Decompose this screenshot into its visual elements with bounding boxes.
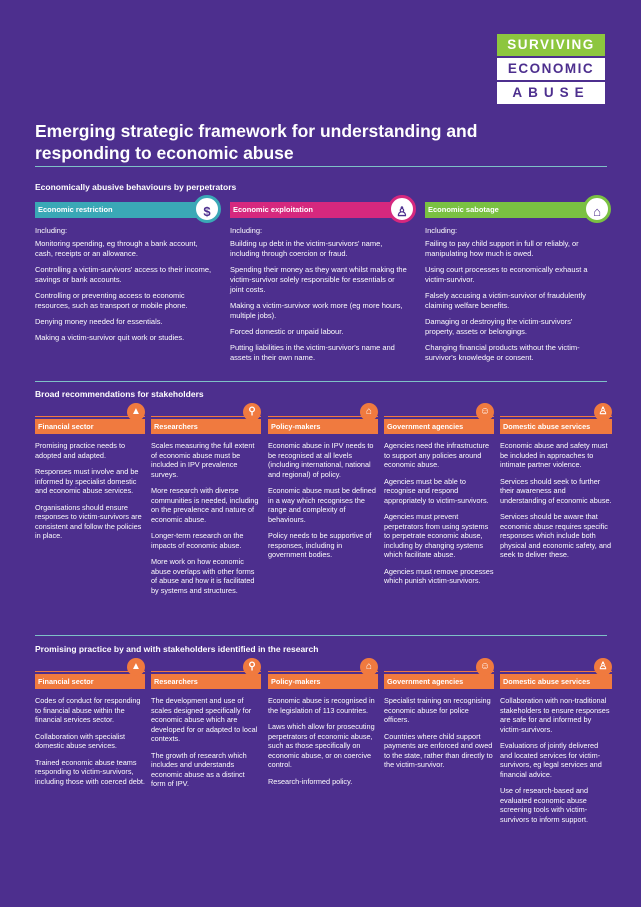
stakeholder-bar <box>268 661 378 689</box>
people-icon: ☺ <box>476 658 494 676</box>
stakeholder-bar <box>35 661 145 689</box>
stakeholder-bar <box>500 406 612 434</box>
chart-icon: ▲ <box>127 403 145 421</box>
list-item: Spending their money as they want whilst making the victim-survivor solely responsible for essentials or joint costs. <box>230 265 407 294</box>
list-item: Changing financial products without the victim-survivor's knowledge or consent. <box>425 343 580 362</box>
list-item: Economic abuse and safety must be included in approaches to intimate partner violence. <box>500 441 608 469</box>
list-item: More research with diverse communities is needed, including on the prevalence and nature of economic abuse. <box>151 486 259 524</box>
stakeholder-label: Financial sector <box>38 677 94 686</box>
logo-line-1: SURVIVING <box>497 34 605 56</box>
behaviour-bar <box>35 202 213 218</box>
section-heading-behaviours: Economically abusive behaviours by perpetrators <box>35 182 237 192</box>
stakeholder-bar <box>384 661 494 689</box>
behaviour-intro: Including: <box>35 226 68 235</box>
stakeholder-label: Domestic abuse services <box>503 422 591 431</box>
behaviour-intro: Including: <box>230 226 263 235</box>
list-item: Collaboration with specialist domestic abuse services. <box>35 731 126 750</box>
magnifier-icon: ⚲ <box>243 403 261 421</box>
page-title: Emerging strategic framework for understanding and responding to economic abuse <box>35 121 478 163</box>
stakeholder-label: Researchers <box>154 677 198 686</box>
recommendation-column-government <box>384 406 494 586</box>
stakeholder-label: Policy-makers <box>271 422 321 431</box>
list-item: The growth of research which includes and understands economic abuse as a distinct form of IPV. <box>151 750 247 788</box>
list-item: Laws which allow for prosecuting perpetrators of economic abuse, such as those specifically on economic abuse, or on coercive control. <box>268 722 375 769</box>
wallet-icon: $ <box>193 195 221 223</box>
list-item: The development and use of scales designed specifically for economic abuse which are developed for or adapted to local contexts. <box>151 696 258 743</box>
list-item: Economic abuse in IPV needs to be recognised at all levels (including international, national and regional) of policy. <box>268 441 374 479</box>
people-icon: ☺ <box>476 403 494 421</box>
behaviour-intro: Including: <box>425 226 458 235</box>
list-item: Promising practice needs to adopted and adapted. <box>35 441 126 460</box>
stakeholder-bar <box>268 406 378 434</box>
list-item: Responses must involve and be informed by specialist domestic and economic abuse services. <box>35 467 139 495</box>
chart-icon: ▲ <box>127 658 145 676</box>
list-item: Denying money needed for essentials. <box>35 317 163 326</box>
logo <box>497 34 605 106</box>
stakeholder-label: Policy-makers <box>271 677 321 686</box>
list-item: Forced domestic or unpaid labour. <box>230 327 344 336</box>
person-icon: ♙ <box>594 403 612 421</box>
list-item: Agencies must be able to recognise and respond appropriately to victim-survivors. <box>384 476 489 505</box>
list-item: Longer-term research on the impacts of economic abuse. <box>151 531 244 550</box>
logo-line-3: ABUSE <box>497 82 605 104</box>
list-item: Monitoring spending, eg through a bank account, cash, receipts or an allowance. <box>35 239 198 258</box>
behaviour-bar <box>425 202 603 218</box>
stakeholder-label: Domestic abuse services <box>503 677 591 686</box>
section-heading-practice: Promising practice by and with stakeholders identified in the research <box>35 644 319 654</box>
list-item: Agencies must prevent perpetrators from using systems to perpetrate economic abuse, including by changing systems which facilitate abuse. <box>384 512 489 559</box>
stakeholder-bar <box>384 406 494 434</box>
list-item: Organisations should ensure responses to victim-survivors are consistent and follow the policies in place. <box>35 502 142 540</box>
stakeholder-label: Researchers <box>154 422 198 431</box>
building-icon: ⌂ <box>360 403 378 421</box>
list-item: More work on how economic abuse overlaps with other forms of abuse and how it is facilitated by systems and structures. <box>151 557 255 595</box>
practice-column-government <box>384 661 494 770</box>
behaviour-bar <box>230 202 408 218</box>
list-item: Damaging or destroying the victim-survivors' property, assets or belongings. <box>425 317 573 336</box>
recommendation-column-financial <box>35 406 145 541</box>
stakeholder-bar <box>151 661 261 689</box>
worker-icon: ♙ <box>388 195 416 223</box>
stakeholder-bar <box>35 406 145 434</box>
list-item: Economic abuse must be defined in a way which recognises the range and complexity of behaviours. <box>268 486 376 524</box>
list-item: Controlling a victim-survivors' access to their income, savings or bank accounts. <box>35 265 212 284</box>
list-item: Services should seek to further their awareness and understanding of economic abuse. <box>500 476 612 505</box>
list-item: Failing to pay child support in full or reliably, or manipulating how much is owed. <box>425 239 579 258</box>
list-item: Agencies must remove processes which punish victim-survivors. <box>384 566 494 585</box>
stakeholder-bar <box>151 406 261 434</box>
list-item: Specialist training on recognising economic abuse for police officers. <box>384 696 491 724</box>
practice-column-policy <box>268 661 378 786</box>
magnifier-icon: ⚲ <box>243 658 261 676</box>
behaviour-label: Economic restriction <box>38 205 113 214</box>
behaviour-label: Economic sabotage <box>428 205 499 214</box>
broken-house-icon: ⌂ <box>583 195 611 223</box>
stakeholder-label: Government agencies <box>387 677 464 686</box>
list-item: Scales measuring the full extent of economic abuse must be included in IPV prevalence surveys. <box>151 441 255 479</box>
divider <box>35 635 607 636</box>
practice-column-domestic <box>500 661 612 824</box>
list-item: Policy needs to be supportive of responses, including in government bodies. <box>268 531 372 559</box>
behaviour-column-exploitation <box>230 202 408 369</box>
section-heading-recommendations: Broad recommendations for stakeholders <box>35 389 204 399</box>
logo-line-2: ECONOMIC <box>497 58 605 80</box>
list-item: Making a victim-survivor quit work or studies. <box>35 333 185 342</box>
list-item: Evaluations of jointly delivered and located services for victim-survivors, eg legal services and financial advice. <box>500 741 602 779</box>
list-item: Falsely accusing a victim-survivor of fraudulently claiming welfare benefits. <box>425 291 586 310</box>
list-item: Making a victim-survivor work more (eg more hours, multiple jobs). <box>230 301 403 320</box>
list-item: Controlling or preventing access to economic resources, such as transport or mobile phone. <box>35 291 188 310</box>
behaviour-label: Economic exploitation <box>233 205 314 214</box>
recommendation-column-researchers <box>151 406 261 595</box>
building-icon: ⌂ <box>360 658 378 676</box>
person-icon: ♙ <box>594 658 612 676</box>
practice-column-researchers <box>151 661 261 789</box>
stakeholder-label: Financial sector <box>38 422 94 431</box>
behaviour-column-restriction <box>35 202 213 349</box>
list-item: Codes of conduct for responding to financial abuse within the financial services sector. <box>35 696 141 724</box>
recommendation-column-domestic <box>500 406 612 560</box>
divider <box>35 166 607 167</box>
list-item: Building up debt in the victim-survivors' name, including through coercion or fraud. <box>230 239 383 258</box>
list-item: Using court processes to economically exhaust a victim-survivor. <box>425 265 588 284</box>
divider <box>35 381 607 382</box>
list-item: Use of research-based and evaluated economic abuse screening tools with victim-survivors to inform support. <box>500 786 589 824</box>
list-item: Countries where child support payments are enforced and owed to the state, rather than directly to the victim-survivor. <box>384 731 493 769</box>
list-item: Economic abuse is recognised in the legislation of 113 countries. <box>268 696 375 715</box>
list-item: Collaboration with non-traditional stakeholders to ensure responses are safe for and informed by victim-survivors. <box>500 696 610 734</box>
stakeholder-label: Government agencies <box>387 422 464 431</box>
list-item: Agencies need the infrastructure to support any policies around economic abuse. <box>384 441 490 469</box>
list-item: Putting liabilities in the victim-survivor's name and assets in their own name. <box>230 343 395 362</box>
stakeholder-bar <box>500 661 612 689</box>
list-item: Services should be aware that economic abuse requires specific responses which include both physical and economic safety, and seek to deliver these. <box>500 512 612 559</box>
list-item: Research-informed policy. <box>268 776 353 786</box>
recommendation-column-policy <box>268 406 378 560</box>
list-item: Trained economic abuse teams responding to victim-survivors, including those with coerced debt. <box>35 757 145 786</box>
behaviour-column-sabotage <box>425 202 603 369</box>
practice-column-financial <box>35 661 145 786</box>
